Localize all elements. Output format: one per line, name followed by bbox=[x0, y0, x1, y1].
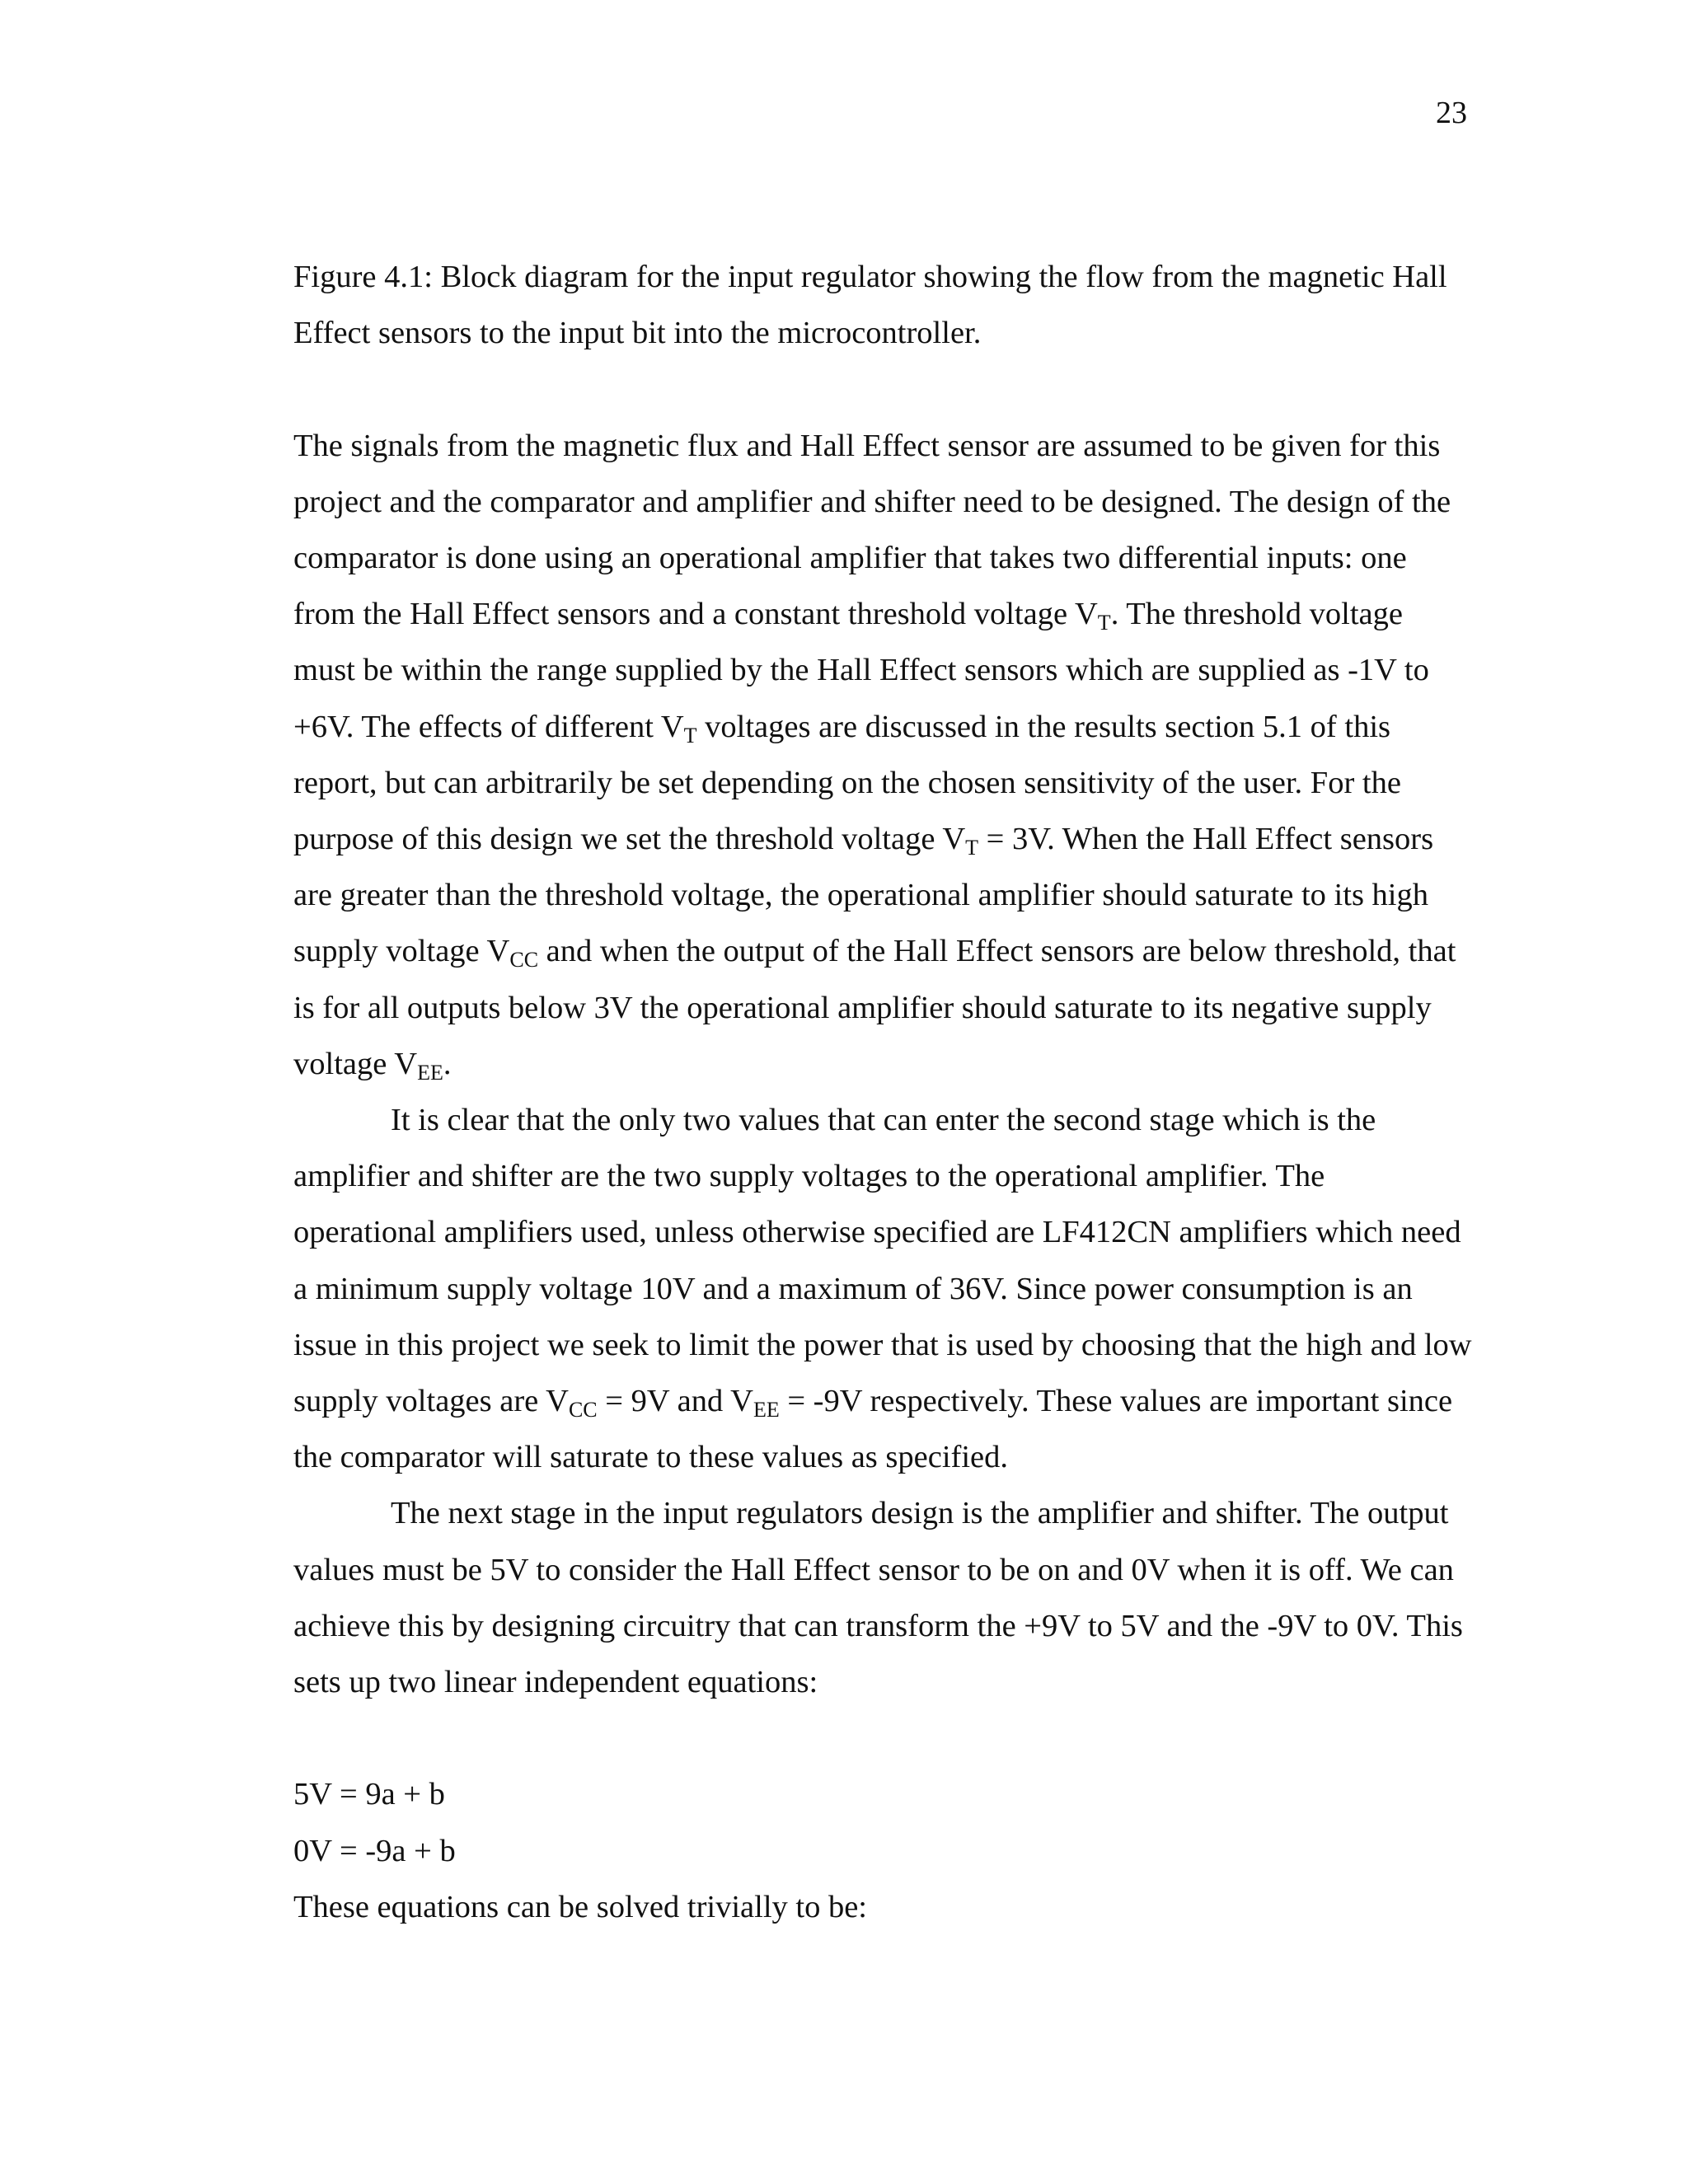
subscript: T bbox=[683, 723, 697, 748]
text-run: . The threshold voltage must be within the range supplied by the Hall Effect sensors which are supplied as -1V to +6V. The effects of different V bbox=[293, 597, 1429, 744]
paragraph-supply-voltages bbox=[293, 1092, 1472, 1485]
subscript: CC bbox=[568, 1398, 598, 1422]
text-run: It is clear that the only two values that can enter the second stage which is the amplifier and shifter are the two supply voltages to the operational amplifier. The operational amplifiers used, unless otherwise specified are LF412CN amplifiers which need a minimum supply voltage 10V and a maximum of 36V. Since power consumption is an issue in this project we seek to limit the power that is used by choosing that the high and low supply voltages are V bbox=[293, 1103, 1472, 1419]
text-run: . bbox=[443, 1046, 452, 1081]
spacer bbox=[293, 1710, 1472, 1766]
text-run: = -9V respectively. These values are important since the comparator will saturate to these values as specified. bbox=[293, 1384, 1453, 1475]
subscript: EE bbox=[753, 1398, 780, 1422]
closing-sentence: These equations can be solved trivially to be: bbox=[293, 1889, 868, 1924]
page-number: 23 bbox=[1436, 96, 1467, 130]
text-run: The signals from the magnetic flux and Hall Effect sensor are assumed to be given for this project and the comparator and amplifier and shifter need to be designed. The design of the comparator is done using an operational amplifier that takes two differential inputs: one from the Hall Effect sensors and a constant threshold voltage V bbox=[293, 428, 1451, 632]
paragraph-comparator-design bbox=[293, 418, 1472, 1092]
subscript: EE bbox=[417, 1060, 443, 1085]
body-text bbox=[293, 249, 1472, 1935]
text-run: voltages are discussed in the results section 5.1 of this report, but can arbitrarily be set depending on the chosen sensitivity of the user. For the purpose of this design we set the threshold voltage V bbox=[293, 709, 1401, 857]
equation-1: 5V = 9a + b bbox=[293, 1777, 445, 1812]
subscript: T bbox=[965, 836, 979, 860]
subscript: CC bbox=[509, 948, 539, 972]
text-run: and when the output of the Hall Effect sensors are below threshold, that is for all outputs below 3V the operational amplifier should saturate to its negative supply voltage V bbox=[293, 934, 1456, 1081]
text-run: = 9V and V bbox=[597, 1384, 753, 1419]
spacer bbox=[293, 361, 1472, 417]
subscript: T bbox=[1097, 611, 1111, 635]
paragraph-amplifier-shifter: The next stage in the input regulators design is the amplifier and shifter. The output values must be 5V to consider the Hall Effect sensor to be on and 0V when it is off. We can achieve this by designing circuitry that can transform the +9V to 5V and the -9V to 0V. This sets up two linear independent equations: bbox=[293, 1496, 1463, 1700]
text-run: = 3V. When the Hall Effect sensors are greater than the threshold voltage, the operational amplifier should saturate to its high supply voltage V bbox=[293, 822, 1434, 969]
equation-2: 0V = -9a + b bbox=[293, 1833, 456, 1868]
figure-caption: Figure 4.1: Block diagram for the input regulator showing the flow from the magnetic Hall Effect sensors to the input bit into the microcontroller. bbox=[293, 260, 1447, 351]
